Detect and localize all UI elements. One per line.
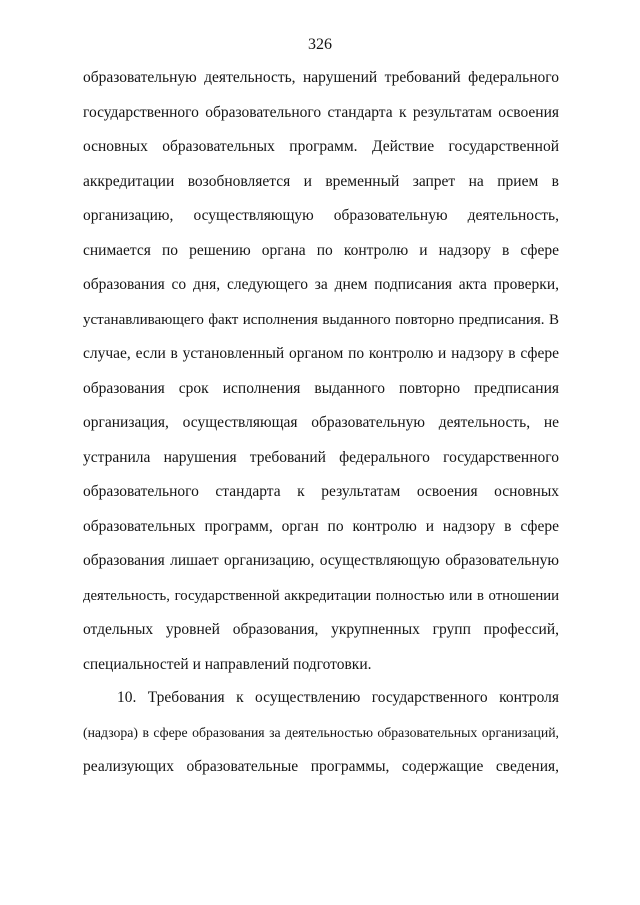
text-line: образовательных программ, орган по контролю и надзору в сфере	[83, 517, 559, 535]
text-line: образования лишает организацию, осуществляющую образовательную	[83, 552, 559, 569]
paragraph-continuation	[83, 68, 559, 689]
text-line: государственного образовательного стандарта к результатам освоения	[83, 103, 559, 121]
text-line: организацию, осуществляющую образовательную деятельность,	[83, 207, 559, 224]
text-line: образовательного стандарта к результатам освоения основных	[83, 483, 559, 500]
paragraph-section-10	[83, 688, 559, 792]
text-line: 10. Требования к осуществлению государственного контроля	[117, 689, 559, 706]
text-line: устранила нарушения требований федерального государственного	[83, 448, 559, 466]
text-line: организация, осуществляющая образовательную деятельность, не	[83, 414, 559, 431]
text-line: реализующих образовательные программы, содержащие сведения,	[83, 758, 559, 775]
text-line: случае, если в установленный органом по контролю и надзору в сфере	[83, 345, 559, 362]
text-line: образовательную деятельность, нарушений требований федерального	[83, 69, 559, 86]
text-line: устанавливающего факт исполнения выданного повторно предписания. В	[83, 311, 559, 328]
text-line: основных образовательных программ. Действие государственной	[83, 138, 559, 155]
page-number: 326	[308, 36, 332, 53]
text-line: (надзора) в сфере образования за деятельностью образовательных организаций,	[83, 724, 559, 740]
text-line: специальностей и направлений подготовки.	[83, 655, 372, 673]
text-line: снимается по решению органа по контролю и надзору в сфере	[83, 241, 559, 259]
text-line: деятельность, государственной аккредитации полностью или в отношении	[83, 587, 559, 604]
text-line: отдельных уровней образования, укрупненных групп профессий,	[83, 621, 559, 638]
text-line: аккредитации возобновляется и временный запрет на прием в	[83, 172, 559, 190]
text-line: образования срок исполнения выданного повторно предписания	[83, 379, 559, 397]
text-line: образования со дня, следующего за днем подписания акта проверки,	[83, 276, 559, 293]
